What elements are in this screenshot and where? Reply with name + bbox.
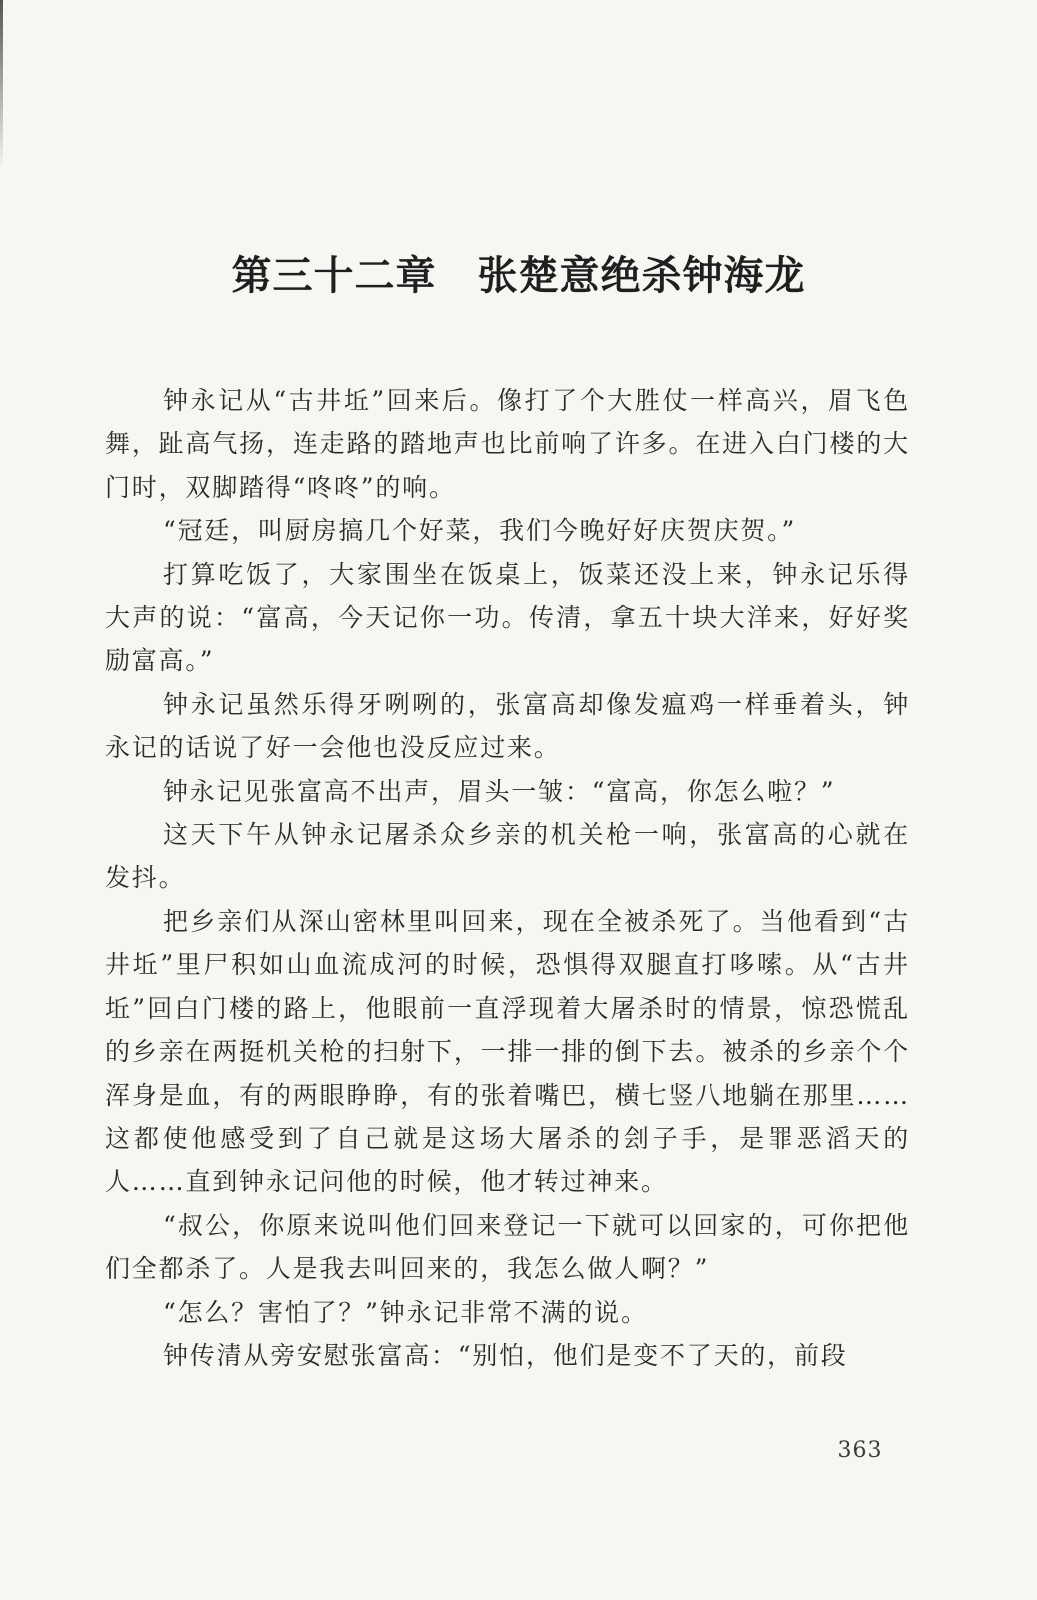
paragraph: “怎么？害怕了？”钟永记非常不满的说。 [163,1297,648,1327]
body-text [105,379,910,1377]
paragraph: 这天下午从钟永记屠杀众乡亲的机关枪一响，张富高的心就在发抖。 [105,820,910,893]
paragraph: 钟永记见张富高不出声，眉头一皱：“富高，你怎么啦？” [163,776,836,806]
chapter-title: 第三十二章 张楚意绝杀钟海龙 [231,253,806,299]
page-number: 363 [837,1438,883,1463]
paragraph: 打算吃饭了，大家围坐在饭桌上，饭菜还没上来，钟永记乐得大声的说：“富高，今天记你一功。传清，拿五十块大洋来，好好奖励富高。” [105,559,910,676]
paragraph: “冠廷，叫厨房搞几个好菜，我们今晚好好庆贺庆贺。” [163,516,797,546]
paragraph: 钟传清从旁安慰张富高：“别怕，他们是变不了天的，前段 [163,1340,848,1370]
paragraph: 钟永记从“古井坵”回来后。像打了个大胜仗一样高兴，眉飞色舞，趾高气扬，连走路的踏地声也比前响了许多。在进入白门楼的大门时，双脚踏得“咚咚”的响。 [105,386,910,502]
scan-edge-shadow [0,0,3,170]
paragraph: “叔公，你原来说叫他们回来登记一下就可以回家的，可你把他们全都杀了。人是我去叫回来的，我怎么做人啊？” [105,1210,910,1284]
paragraph: 钟永记虽然乐得牙咧咧的，张富高却像发瘟鸡一样垂着头，钟永记的话说了好一会他也没反应过来。 [105,689,910,763]
paragraph: 把乡亲们从深山密林里叫回来，现在全被杀死了。当他看到“古井坵”里尸积如山血流成河的时候，恐惧得双腿直打哆嗦。从“古井坵”回白门楼的路上，他眼前一直浮现着大屠杀时的情景，惊恐慌乱的乡亲在两挺机关枪的扫射下，一排一排的倒下去。被杀的乡亲个个浑身是血，有的两眼睁睁，有的张着嘴巴，横七竖八地躺在那里……这都使他感受到了自己就是这场大屠杀的刽子手，是罪恶滔天的人……直到钟永记问他的时候，他才转过神来。 [105,906,910,1197]
